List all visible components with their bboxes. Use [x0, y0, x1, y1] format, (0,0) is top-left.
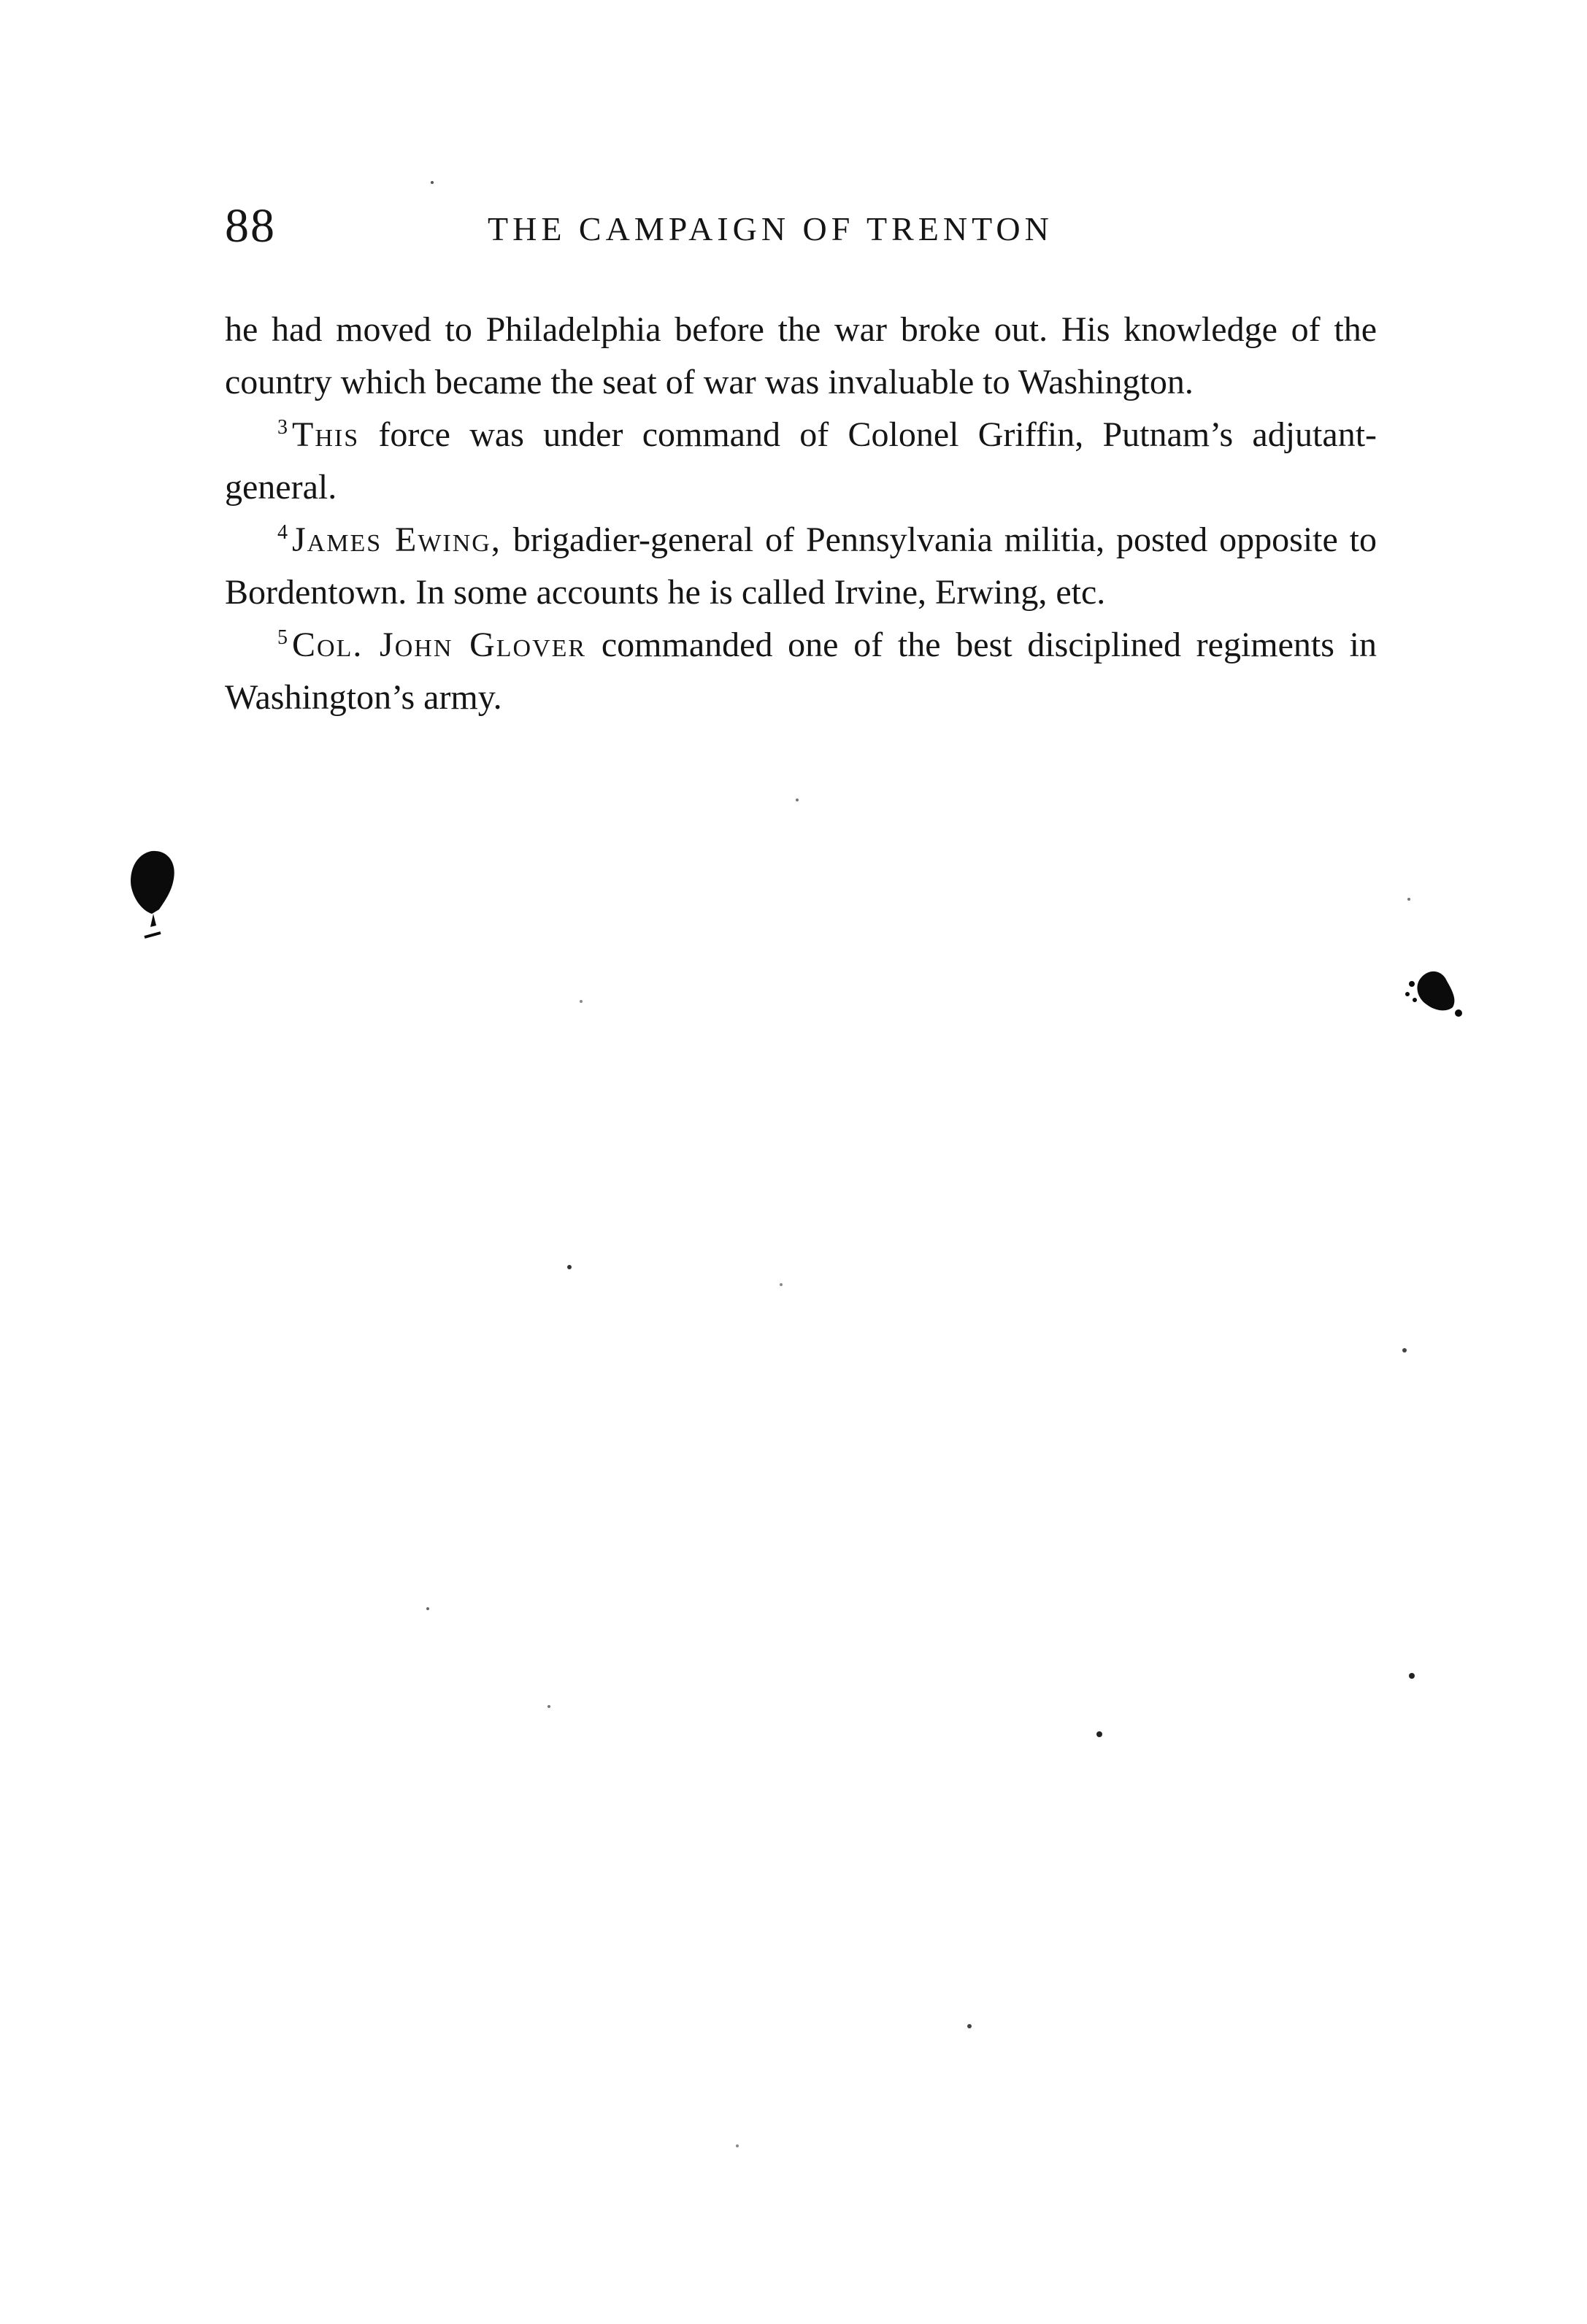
footnote-marker: 5 — [277, 626, 288, 649]
footnote-marker: 4 — [277, 521, 288, 544]
note-text: he had moved to Philadelphia before the war broke out. His knowledge of the country which became the seat of war was invaluable to Washington. — [225, 310, 1377, 401]
running-title: THE CAMPAIGN OF TRENTON — [488, 210, 1053, 247]
page-number: 88 — [225, 199, 276, 253]
footnote-marker: 3 — [277, 416, 288, 439]
footnote-lead: James Ewing, — [292, 520, 502, 559]
footnote-lead: This — [292, 415, 360, 454]
footnote-text: commanded one of the best disciplined regiments in Washington’s army. — [225, 626, 1377, 717]
footnote-lead: Col. John Glover — [292, 626, 587, 664]
footnote-text: brigadier-general of Pennsylvania militia, posted opposite to Bordentown. In some accounts he is called Irvine, Erwing, etc. — [225, 520, 1377, 612]
footnote-text: force was under command of Colonel Griffin, Putnam’s adjutant-general. — [225, 415, 1377, 507]
